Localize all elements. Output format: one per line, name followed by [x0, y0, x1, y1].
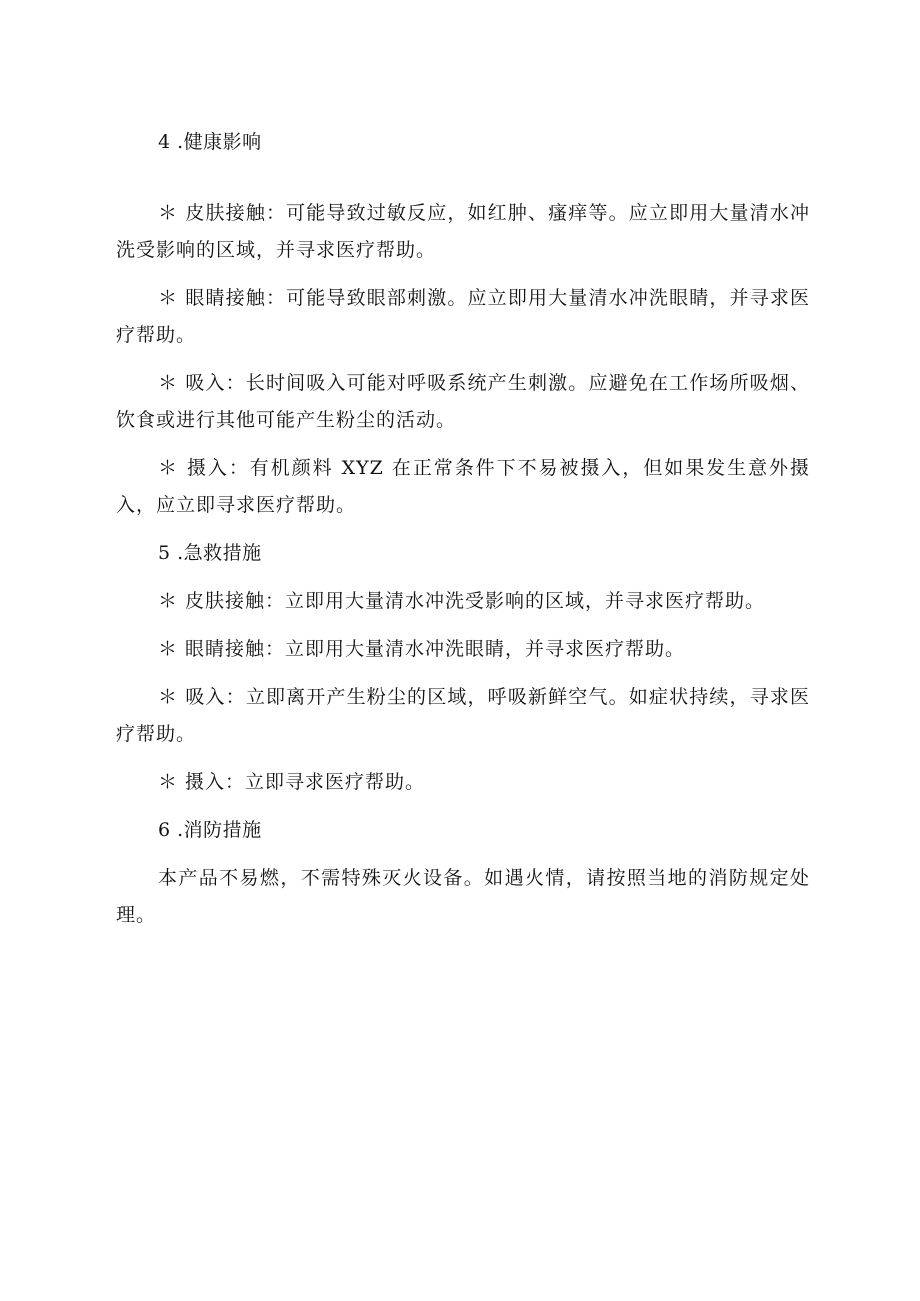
section-heading-first-aid: 5 .急救措施 [158, 542, 262, 564]
health-skin-contact: ＊ 皮肤接触：可能导致过敏反应，如红肿、瘙痒等。应立即用大量清水冲洗受影响的区域，并寻求医疗帮助。 [116, 202, 810, 261]
document-body [116, 124, 810, 934]
health-ingestion: ＊ 摄入：有机颜料 XYZ 在正常条件下不易被摄入，但如果发生意外摄入，应立即寻求医疗帮助。 [116, 457, 810, 516]
health-inhalation: ＊ 吸入：长时间吸入可能对呼吸系统产生刺激。应避免在工作场所吸烟、饮食或进行其他可能产生粉尘的活动。 [116, 372, 810, 431]
first-aid-eye-contact: ＊ 眼睛接触：立即用大量清水冲洗眼睛，并寻求医疗帮助。 [158, 638, 686, 660]
fire-fighting-paragraph: 本产品不易燃，不需特殊灭火设备。如遇火情，请按照当地的消防规定处理。 [116, 867, 810, 926]
first-aid-ingestion: ＊ 摄入：立即寻求医疗帮助。 [158, 771, 426, 793]
section-heading-health-effects: 4 .健康影响 [158, 131, 262, 153]
first-aid-skin-contact: ＊ 皮肤接触：立即用大量清水冲洗受影响的区域，并寻求医疗帮助。 [158, 590, 766, 612]
health-eye-contact: ＊ 眼睛接触：可能导致眼部刺激。应立即用大量清水冲洗眼睛，并寻求医疗帮助。 [116, 287, 810, 346]
section-heading-fire-fighting: 6 .消防措施 [158, 819, 262, 841]
first-aid-inhalation: ＊ 吸入：立即离开产生粉尘的区域，呼吸新鲜空气。如症状持续，寻求医疗帮助。 [116, 686, 810, 745]
